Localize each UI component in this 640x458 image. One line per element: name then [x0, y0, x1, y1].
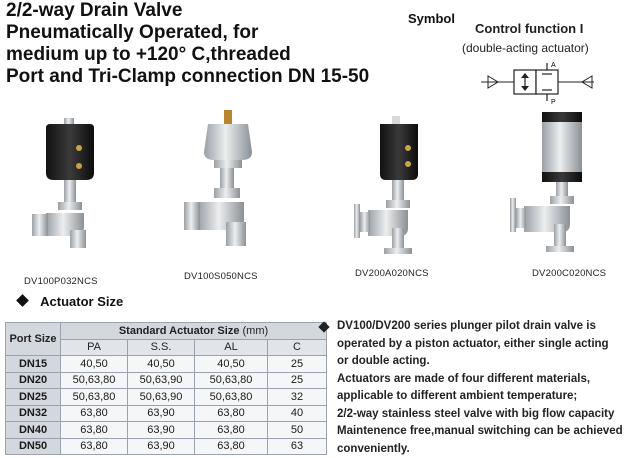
port-p-label: P	[551, 99, 556, 106]
table-cell: 40,50	[61, 356, 128, 373]
standard-actuator-size-header	[61, 323, 327, 340]
table-row	[6, 438, 327, 455]
title-line-4: Port and Tri-Clamp connection DN 15-50	[6, 66, 446, 88]
table-cell: 50	[268, 422, 327, 439]
port-size-cell: DN40	[6, 422, 61, 439]
table-cell: 63,80	[61, 405, 128, 422]
table-cell: 63,90	[128, 438, 195, 455]
port-size-cell: DN50	[6, 438, 61, 455]
description-line: operated by a piston actuator, either single acting	[320, 336, 640, 354]
title-line-2: Pneumatically Operated, for	[6, 22, 446, 44]
description-line: 2/2-way stainless steel valve with big flow capacity	[320, 406, 640, 424]
description-line: Actuators are made of four different materials,	[320, 371, 640, 389]
table-row	[6, 372, 327, 389]
page-title	[6, 0, 446, 88]
table-row	[6, 389, 327, 406]
table-cell: 50,63,90	[128, 389, 195, 406]
product-description	[320, 318, 640, 458]
group-header-text: Standard Actuator Size	[119, 325, 240, 337]
product-caption-2: DV100S050NCS	[184, 271, 258, 282]
table-cell: 63,80	[195, 405, 268, 422]
symbol-label: Symbol	[408, 11, 455, 26]
column-header-ss: S.S.	[128, 339, 195, 356]
valve-symbol-diagram	[476, 60, 601, 112]
unit-label: (mm)	[243, 325, 269, 337]
product-caption-1: DV100P032NCS	[24, 276, 98, 287]
table-cell: 63,80	[195, 422, 268, 439]
table-cell: 63,80	[195, 438, 268, 455]
diamond-bullet-icon	[16, 294, 29, 307]
table-cell: 25	[268, 372, 327, 389]
actuator-size-heading	[18, 294, 123, 309]
description-line: DV100/DV200 series plunger pilot drain valve is	[320, 318, 640, 336]
description-line: conveniently.	[320, 441, 640, 458]
table-cell: 50,63,80	[195, 389, 268, 406]
product-caption-3: DV200A020NCS	[355, 268, 429, 279]
table-row	[6, 422, 327, 439]
valve-image-dv100s050ncs	[180, 110, 270, 258]
port-a-label: A	[551, 62, 556, 69]
table-row	[6, 405, 327, 422]
table-cell: 40	[268, 405, 327, 422]
port-size-header: Port Size	[6, 323, 61, 356]
column-header-al: AL	[195, 339, 268, 356]
title-line-1: 2/2-way Drain Valve	[6, 0, 446, 22]
port-size-cell: DN20	[6, 372, 61, 389]
valve-image-dv200a020ncs	[348, 116, 438, 268]
table-cell: 40,50	[195, 356, 268, 373]
column-header-pa: PA	[61, 339, 128, 356]
actuator-type-label: (double-acting actuator)	[462, 41, 589, 55]
valve-image-dv100p032ncs	[24, 118, 114, 258]
table-cell: 63	[268, 438, 327, 455]
port-size-cell: DN15	[6, 356, 61, 373]
product-caption-4: DV200C020NCS	[532, 268, 606, 279]
table-cell: 63,90	[128, 422, 195, 439]
table-cell: 32	[268, 389, 327, 406]
description-line: Maintenence free,manual switching can be achieved	[320, 423, 640, 441]
description-line: or double acting.	[320, 353, 640, 371]
valve-image-dv200c020ncs	[508, 112, 598, 264]
port-size-cell: DN32	[6, 405, 61, 422]
table-row	[6, 356, 327, 373]
port-size-cell: DN25	[6, 389, 61, 406]
title-line-3: medium up to +120° C,threaded	[6, 44, 446, 66]
table-cell: 25	[268, 356, 327, 373]
column-header-c: C	[268, 339, 327, 356]
control-function-title: Control function I	[475, 21, 583, 36]
table-cell: 50,63,80	[195, 372, 268, 389]
table-cell: 63,90	[128, 405, 195, 422]
table-cell: 50,63,80	[61, 389, 128, 406]
table-cell: 63,80	[61, 438, 128, 455]
table-cell: 63,80	[61, 422, 128, 439]
table-cell: 50,63,80	[61, 372, 128, 389]
description-line: applicable to different ambient temperature;	[320, 388, 640, 406]
actuator-size-heading-text: Actuator Size	[40, 294, 123, 309]
actuator-size-table	[5, 322, 327, 455]
table-cell: 50,63,90	[128, 372, 195, 389]
table-cell: 40,50	[128, 356, 195, 373]
